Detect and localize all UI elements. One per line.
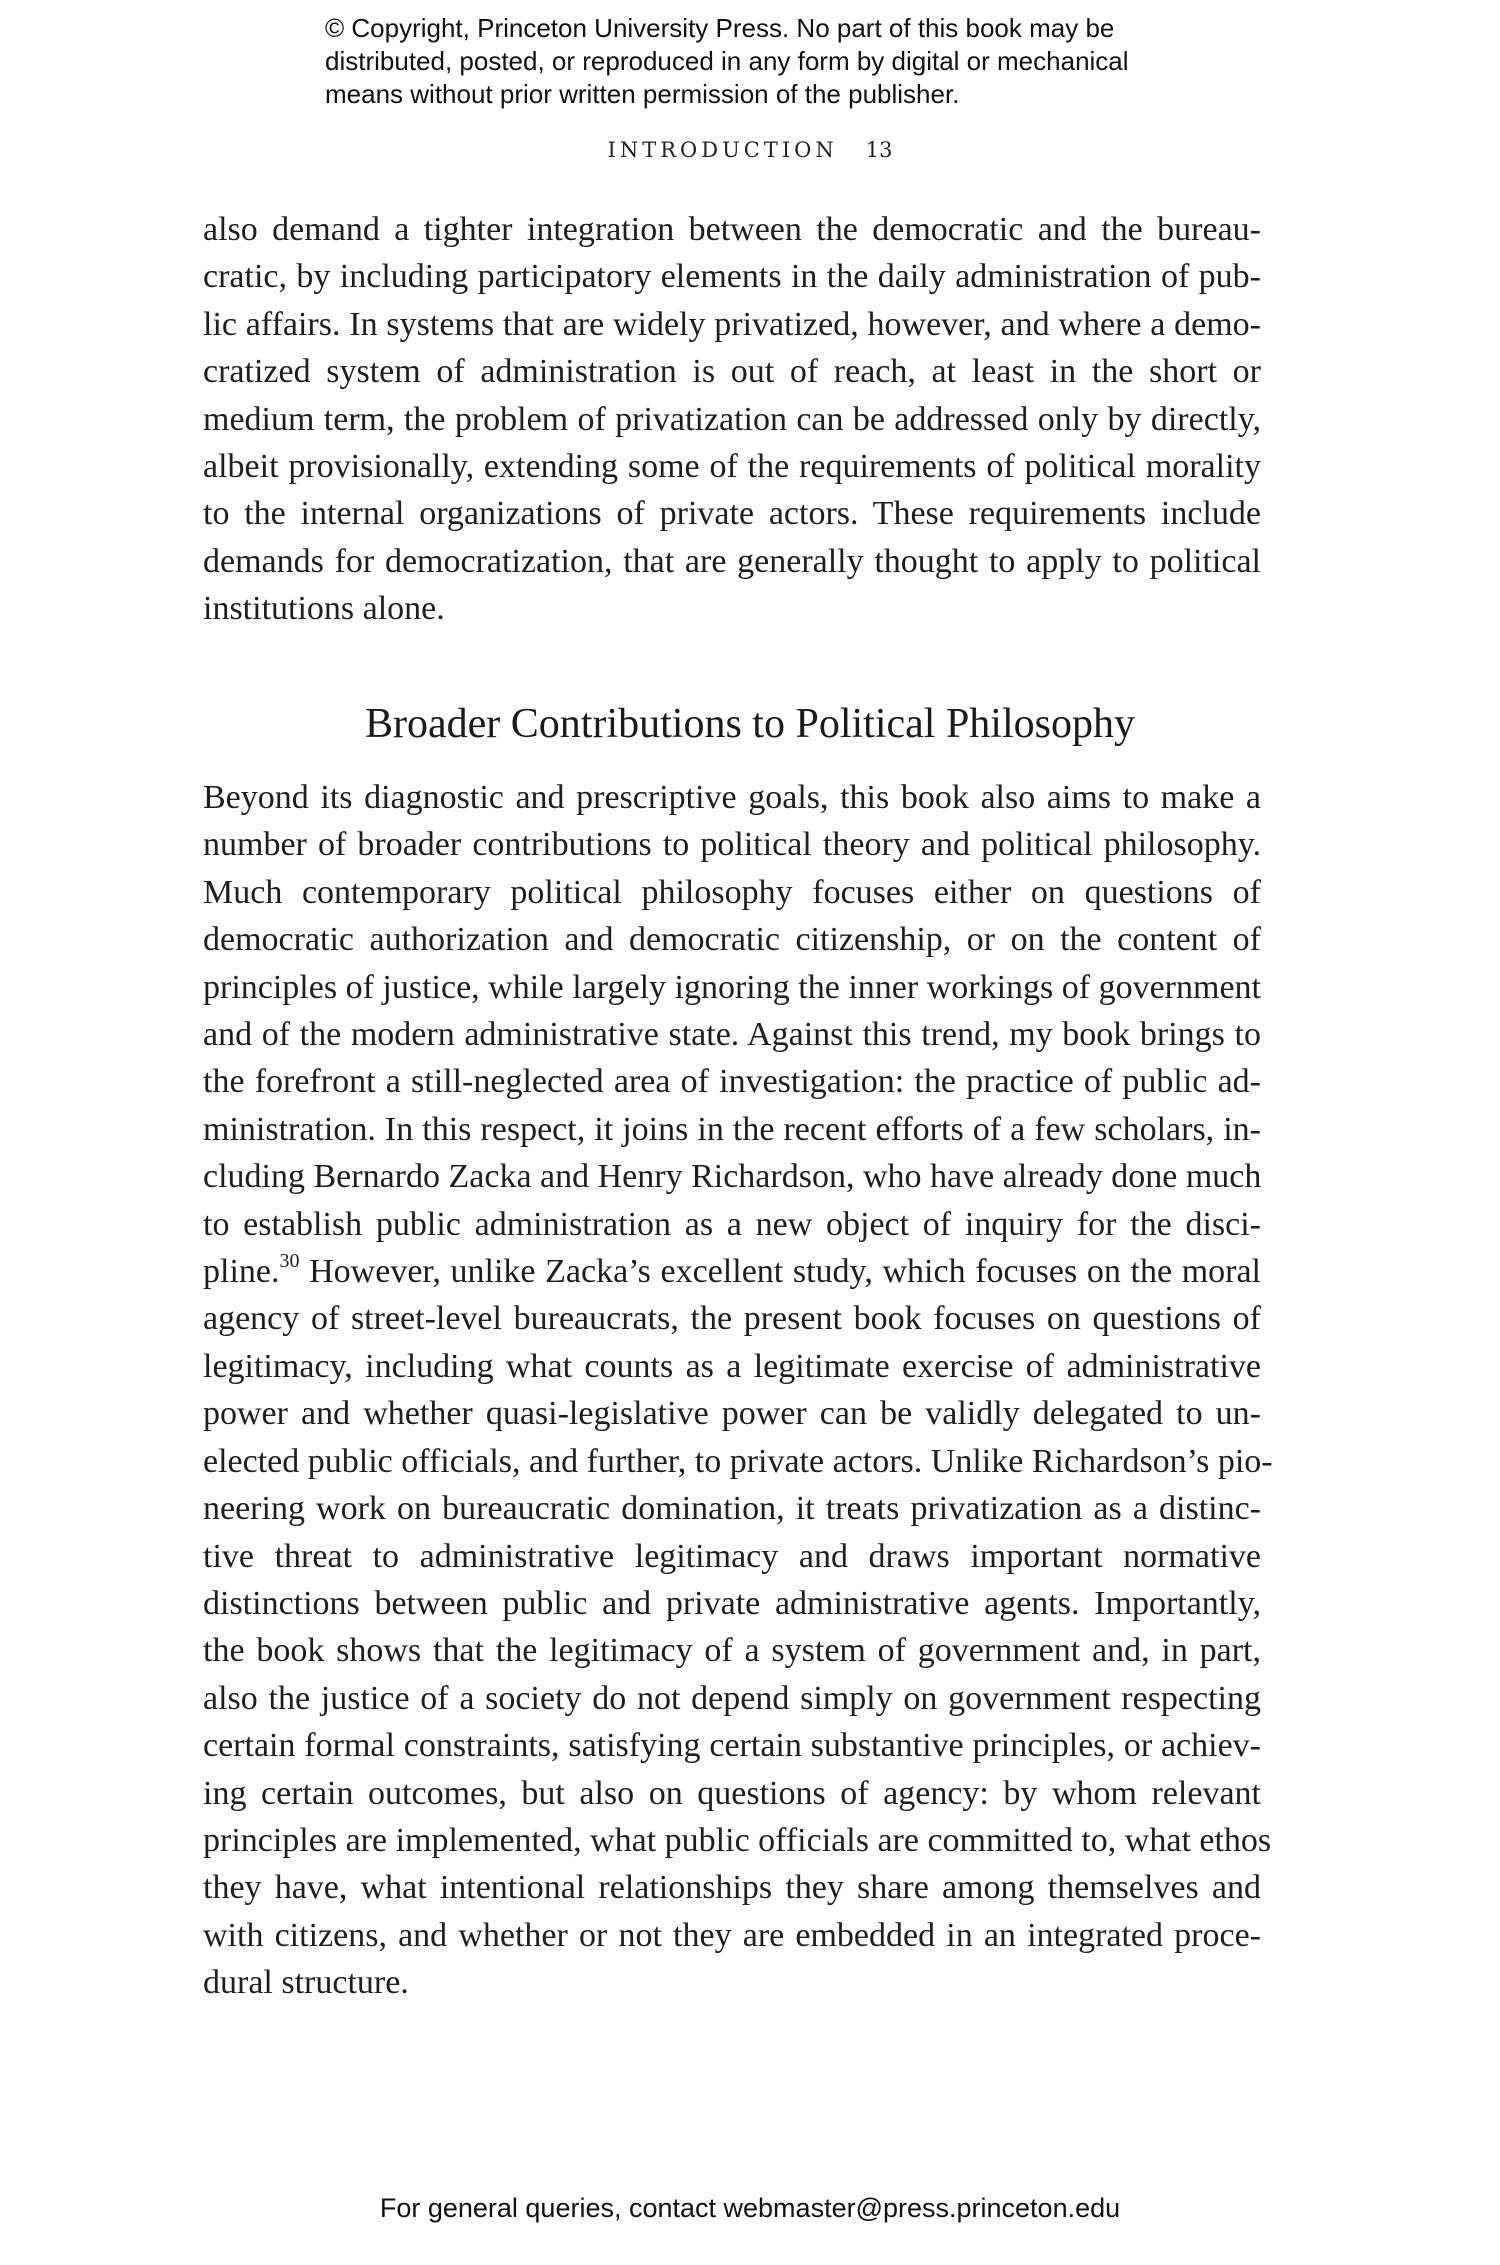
copyright-line: means without prior written permission of the publisher.: [325, 79, 960, 109]
text-line: lic affairs. In systems that are widely privatized, however, and where a demo-: [203, 305, 1261, 343]
text-line: demands for democratization, that are generally thought to apply to political: [203, 542, 1261, 580]
running-head: [0, 138, 1500, 162]
footer-contact: For general queries, contact webmaster@press.princeton.edu: [379, 2193, 1121, 2223]
line-end: However, unlike Zacka’s excellent study, which focuses on the moral: [299, 1253, 1261, 1291]
text-line: democratic authorization and democratic citizenship, or on the content of: [203, 921, 1261, 959]
chapter-title: INTRODUCTION: [607, 138, 838, 162]
text-line: legitimacy, including what counts as a legitimate exercise of administrative: [203, 1347, 1261, 1385]
text-line: principles of justice, while largely ignoring the inner workings of government: [203, 968, 1261, 1006]
copyright-notice: [325, 12, 1205, 111]
text-line: cratic, by including participatory elements in the daily administration of pub-: [203, 258, 1261, 296]
text-line: with citizens, and whether or not they are embedded in an integrated proce-: [203, 1916, 1261, 1954]
section-heading: Broader Contributions to Political Philosophy: [365, 701, 1135, 747]
text-line: distinctions between public and private administrative agents. Importantly,: [203, 1584, 1261, 1622]
text-line: ministration. In this respect, it joins in the recent efforts of a few scholars, in-: [203, 1110, 1261, 1148]
text-line: albeit provisionally, extending some of the requirements of political morality: [203, 448, 1261, 486]
footnote-marker[interactable]: 30: [279, 1250, 300, 1273]
text-line: agency of street-level bureaucrats, the present book focuses on questions of: [203, 1300, 1261, 1338]
text-line: cratized system of administration is out of reach, at least in the short or: [203, 353, 1261, 391]
text-line: medium term, the problem of privatization can be addressed only by directly,: [203, 400, 1261, 438]
text-line: institutions alone.: [203, 590, 445, 628]
text-line: also the justice of a society do not depend simply on government respecting: [203, 1679, 1261, 1717]
text-line: they have, what intentional relationships they share among themselves and: [203, 1869, 1261, 1907]
paragraph-2: [203, 774, 1273, 2007]
text-line: cluding Bernardo Zacka and Henry Richardson, who have already done much: [203, 1158, 1262, 1196]
text-line: certain formal constraints, satisfying certain substantive principles, or achiev-: [203, 1727, 1261, 1765]
text-line: neering work on bureaucratic domination, it treats privatization as a distinc-: [203, 1490, 1261, 1528]
text-line: to the internal organizations of private actors. These requirements include: [203, 495, 1261, 533]
text-line: number of broader contributions to political theory and political philosophy.: [203, 826, 1261, 864]
text-line: principles are implemented, what public officials are committed to, what ethos: [203, 1821, 1272, 1859]
text-line: and of the modern administrative state. Against this trend, my book brings to: [203, 1016, 1261, 1054]
text-line: dural structure.: [203, 1964, 409, 2002]
text-line: ing certain outcomes, but also on questions of agency: by whom relevant: [203, 1774, 1261, 1812]
text-line: to establish public administration as a new object of inquiry for the disci-: [203, 1205, 1261, 1243]
page-number: 13: [865, 138, 893, 162]
footnote-text-line: [203, 1248, 1261, 1295]
text-line: the forefront a still-neglected area of investigation: the practice of public ad-: [203, 1063, 1261, 1101]
copyright-line: © Copyright, Princeton University Press. No part of this book may be: [325, 13, 1115, 43]
text-line: also demand a tighter integration between the democratic and the bureau-: [203, 211, 1261, 248]
text-line: tive threat to administrative legitimacy and draws important normative: [203, 1537, 1261, 1575]
text-line: Beyond its diagnostic and prescriptive goals, this book also aims to make a: [203, 779, 1261, 816]
line-start: pline.: [203, 1253, 280, 1291]
text-line: Much contemporary political philosophy focuses either on questions of: [203, 873, 1261, 911]
text-line: the book shows that the legitimacy of a system of government and, in part,: [203, 1632, 1261, 1670]
text-line: power and whether quasi-legislative power can be validly delegated to un-: [203, 1395, 1261, 1433]
copyright-line: distributed, posted, or reproduced in any form by digital or mechanical: [325, 46, 1129, 76]
paragraph-1: [203, 206, 1261, 633]
text-line: elected public officials, and further, to private actors. Unlike Richardson’s pio-: [203, 1442, 1273, 1480]
